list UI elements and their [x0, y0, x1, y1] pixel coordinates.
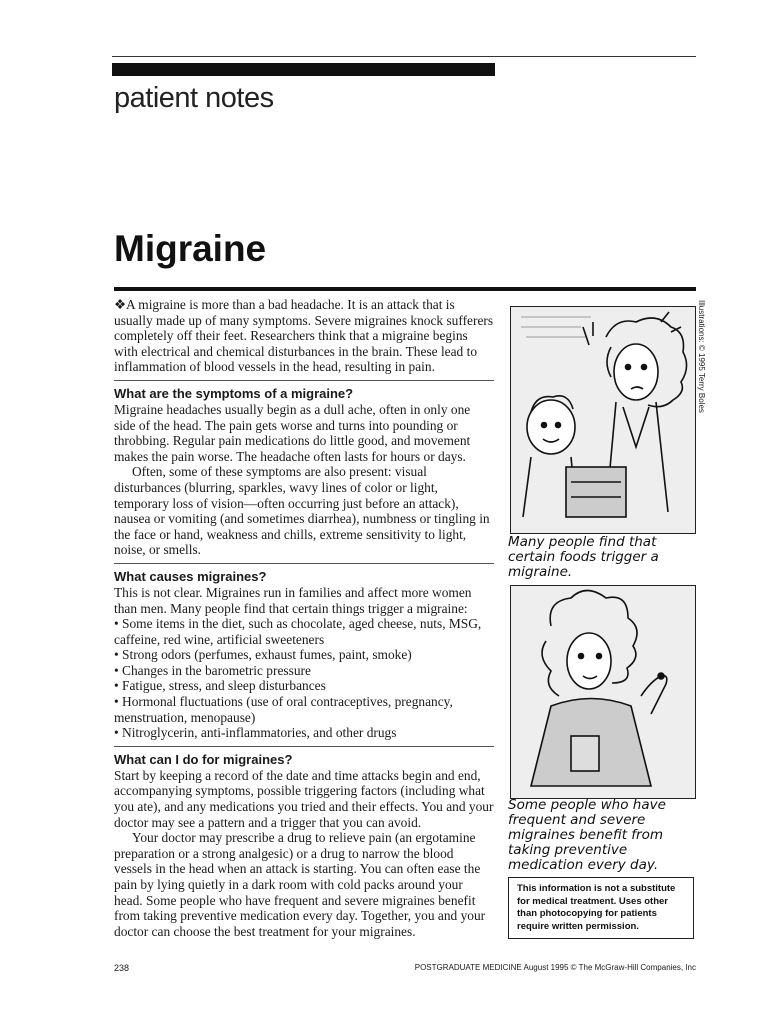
header-bar [112, 63, 495, 76]
page-title: Migraine [114, 228, 267, 269]
list-item: • Nitroglycerin, anti-inflammatories, and other drugs [114, 725, 397, 741]
actions-paragraph-1: Start by keeping a record of the date and time attacks begin and end, accompanying symptoms, possible triggering factors (including what you ate), and any medications you tried and their effects. You and your doctor may see a pattern and a trigger that you can avoid. [114, 767, 494, 830]
illustration-caption-1: Many people find that certain foods trigger a migraine. [508, 534, 659, 580]
cartoon-medication-illustration [510, 585, 696, 799]
triggers-list [114, 616, 494, 741]
publication-footer: POSTGRADUATE MEDICINE August 1995 © The McGraw-Hill Companies, Inc [414, 963, 696, 972]
list-item: • Some items in the diet, such as chocolate, aged cheese, nuts, MSG, caffeine, red wine, artificial sweeteners [114, 616, 482, 647]
cartoon-medication-drawing [511, 586, 695, 798]
title-rule [114, 287, 696, 291]
symptoms-heading: What are the symptoms of a migraine? [114, 385, 354, 401]
illustration-caption-2: Some people who have frequent and severe migraines benefit from taking preventive medication every day. [508, 797, 666, 873]
article-body [114, 297, 494, 939]
section-divider [114, 563, 494, 564]
list-item: • Hormonal fluctuations (use of oral contraceptives, pregnancy, menstruation, menopause) [114, 694, 453, 725]
top-rule [112, 56, 696, 57]
notice-box: This information is not a substitute for medical treatment. Uses other than photocopying for patients require written permission. [508, 877, 694, 939]
section-divider [114, 380, 494, 381]
credit-text: Illustrations: © 1995 Terry Boles [697, 300, 706, 413]
symptoms-paragraph-1: Migraine headaches usually begin as a dull ache, often in only one side of the head. The pain gets worse and turns into pounding or throbbing. Regular pain medications do little good, and movement makes the pain worse. The headache often lasts for hours or days. [114, 401, 471, 464]
list-item: • Changes in the barometric pressure [114, 662, 311, 678]
symptoms-paragraph-2: Often, some of these symptoms are also present: visual disturbances (blurring, sparkles, wavy lines of color or light, temporary loss of vision—often occurring just before an attack), nausea or vomiting (and sometimes diarrhea), numbness or tingling in the face or hand, weakness and chills, extreme sensitivity to light, noise, or smells. [114, 464, 490, 558]
list-item: • Strong odors (perfumes, exhaust fumes, paint, smoke) [114, 647, 412, 663]
list-item: • Fatigue, stress, and sleep disturbances [114, 678, 326, 694]
cartoon-food-drawing [511, 307, 695, 533]
intro-paragraph: ❖A migraine is more than a bad headache. It is an attack that is usually made up of many symptoms. Severe migraines knock sufferers completely off their feet. Researchers think that a migraine begins with electrical and chemical disturbances in the brain. These lead to inflammation of blood vessels in the head, resulting in pain. [114, 297, 494, 375]
page-number: 238 [114, 963, 130, 973]
illustration-credit [694, 300, 708, 470]
causes-heading: What causes migraines? [114, 568, 267, 584]
section-divider [114, 746, 494, 747]
cartoon-food-illustration [510, 306, 696, 534]
section-label: patient notes [114, 82, 274, 114]
actions-paragraph-2: Your doctor may prescribe a drug to relieve pain (an ergotamine preparation or a strong analgesic) or a drug to narrow the blood vessels in the head when an attack is starting. You can often ease the pain by lying quietly in a dark room with cold packs around your head. Some people who have frequent and severe migraines benefit from taking preventive medication every day. Together, you and your doctor can choose the best treatment for your migraines. [114, 830, 486, 939]
causes-paragraph: This is not clear. Migraines run in families and affect more women than men. Many people find that certain things trigger a migraine: [114, 584, 472, 616]
actions-heading: What can I do for migraines? [114, 751, 293, 767]
